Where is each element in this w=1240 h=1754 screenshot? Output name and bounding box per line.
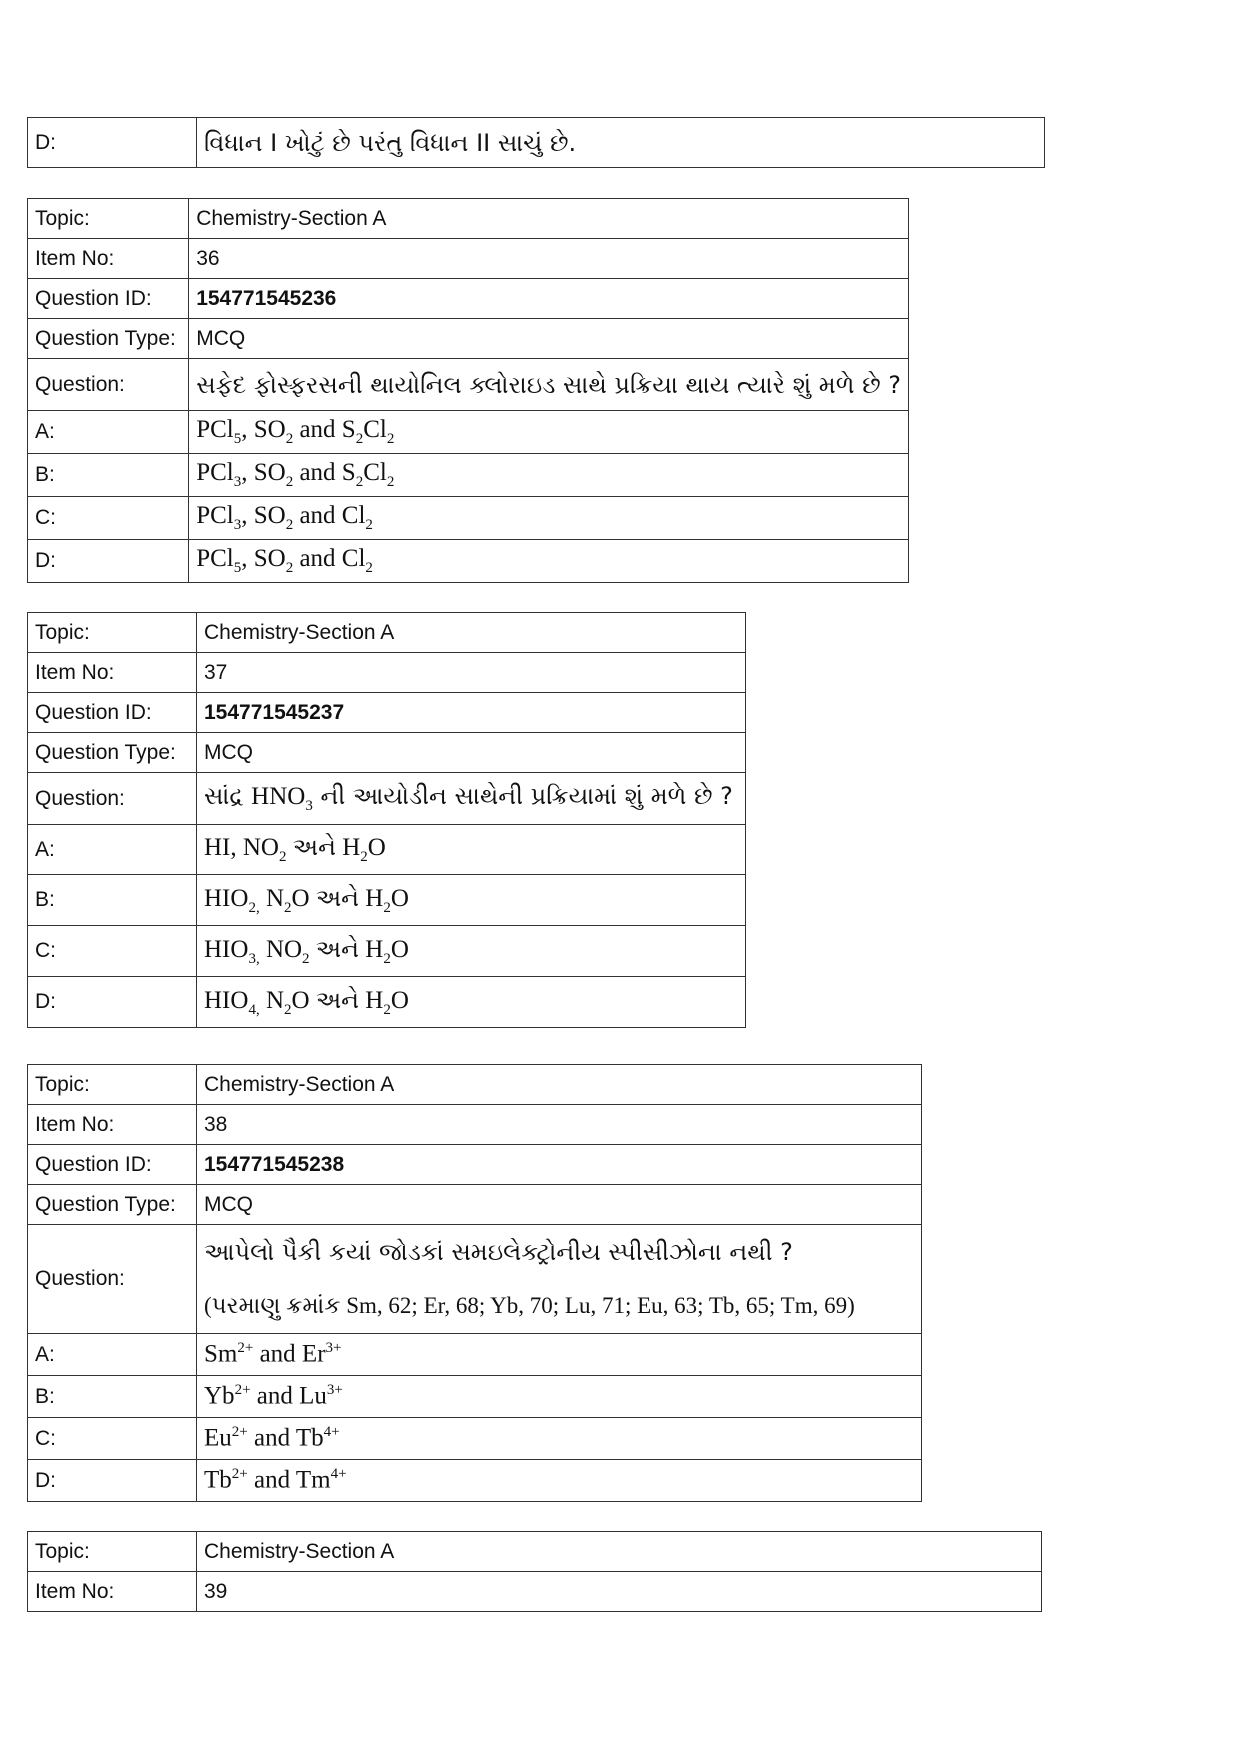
- question-label: Question:: [28, 359, 189, 411]
- question-type-row: [28, 319, 909, 359]
- item-no-value: 39: [197, 1572, 1042, 1612]
- item-no-label: Item No:: [28, 1105, 197, 1145]
- option-b-row: [28, 1376, 922, 1418]
- question-suffix: ની આયોડીન સાથેની પ્રક્રિયામાં શું મળે છે ?: [312, 782, 733, 810]
- question-type-value: MCQ: [197, 733, 746, 773]
- item-no-value: 37: [197, 653, 746, 693]
- question-id-label: Question ID:: [28, 693, 197, 733]
- item-no-row: [28, 1105, 922, 1145]
- topic-value: Chemistry-Section A: [197, 1065, 922, 1105]
- option-d-text: વિધાન I ખોટું છે પરંતુ વિધાન II સાચું છે.: [197, 118, 1045, 168]
- item-no-row: [28, 239, 909, 279]
- question-table-36: [27, 198, 909, 583]
- option-b-text: $Yb^{2+}$ and $Lu^{3+}$: [197, 1376, 922, 1418]
- question-type-label: Question Type:: [28, 319, 189, 359]
- question-text: સફેદ ફોસ્ફરસની થાયોનિલ ક્લોરાઇડ સાથે પ્રક્રિયા થાય ત્યારે શું મળે છે ?: [189, 359, 909, 411]
- question-text: [197, 1225, 922, 1334]
- option-d-text: $Tb^{2+}$ and $Tm^{4+}$: [197, 1460, 922, 1502]
- option-a-text: $Sm^{2+}$ and $Er^{3+}$: [197, 1334, 922, 1376]
- item-no-row: [28, 1572, 1042, 1612]
- option-c-label: C:: [28, 497, 189, 540]
- option-c-row: [28, 1418, 922, 1460]
- question-type-value: MCQ: [197, 1185, 922, 1225]
- question-id-value: 154771545236: [189, 279, 909, 319]
- question-type-label: Question Type:: [28, 733, 197, 773]
- question-id-row: [28, 279, 909, 319]
- question-type-label: Question Type:: [28, 1185, 197, 1225]
- option-c-row: [28, 497, 909, 540]
- option-a-row: [28, 825, 746, 875]
- partial-question-table: [27, 117, 1045, 168]
- question-label: Question:: [28, 1225, 197, 1334]
- option-d-text: $HIO_{4,}$ $N_2O$ અને $H_2O$: [197, 977, 746, 1028]
- option-b-row: [28, 454, 909, 497]
- option-d-label: D:: [28, 1460, 197, 1502]
- item-no-label: Item No:: [28, 1572, 197, 1612]
- option-a-row: [28, 411, 909, 454]
- option-a-row: [28, 1334, 922, 1376]
- option-a-label: A:: [28, 825, 197, 875]
- question-prefix: સાંદ્ર: [204, 782, 252, 810]
- question-text: [197, 773, 746, 825]
- question-row: [28, 1225, 922, 1334]
- item-no-value: 38: [197, 1105, 922, 1145]
- option-b-text: $HIO_{2,}$ $N_2O$ અને $H_2O$: [197, 875, 746, 926]
- option-a-text: HI, $NO_2$ અને $H_2O$: [197, 825, 746, 875]
- question-id-value: 154771545238: [197, 1145, 922, 1185]
- question-id-row: [28, 693, 746, 733]
- option-c-text: $HIO_{3,}$ $NO_2$ અને $H_2O$: [197, 926, 746, 977]
- question-table-38: [27, 1064, 922, 1502]
- question-type-row: [28, 1185, 922, 1225]
- option-d-label: D:: [28, 118, 197, 168]
- option-c-text: $Eu^{2+}$ and $Tb^{4+}$: [197, 1418, 922, 1460]
- question-type-value: MCQ: [189, 319, 909, 359]
- question-id-value: 154771545237: [197, 693, 746, 733]
- option-c-text: PCl$_3$, $SO_2$ and $Cl_2$: [189, 497, 909, 540]
- option-a-label: A:: [28, 411, 189, 454]
- item-no-value: 36: [189, 239, 909, 279]
- option-a-label: A:: [28, 1334, 197, 1376]
- item-no-label: Item No:: [28, 239, 189, 279]
- option-b-text: PCl$_3$, $SO_2$ and $S_2Cl_2$: [189, 454, 909, 497]
- option-b-row: [28, 875, 746, 926]
- topic-row: [28, 1532, 1042, 1572]
- topic-value: Chemistry-Section A: [197, 613, 746, 653]
- option-c-row: [28, 926, 746, 977]
- question-id-label: Question ID:: [28, 279, 189, 319]
- topic-label: Topic:: [28, 613, 197, 653]
- topic-label: Topic:: [28, 199, 189, 239]
- question-line-1: આપેલો પૈકી કયાં જોડકાં સમઇલેક્ટ્રોનીય સ્પીસીઝોના નથી ?: [204, 1238, 793, 1266]
- option-d-label: D:: [28, 540, 189, 583]
- question-id-label: Question ID:: [28, 1145, 197, 1185]
- topic-value: Chemistry-Section A: [197, 1532, 1042, 1572]
- option-b-label: B:: [28, 875, 197, 926]
- option-c-label: C:: [28, 926, 197, 977]
- hno3-formula: $HNO_3$: [251, 783, 313, 814]
- option-d-text: PCl$_5$, $SO_2$ and $Cl_2$: [189, 540, 909, 583]
- question-row: [28, 359, 909, 411]
- topic-label: Topic:: [28, 1532, 197, 1572]
- question-id-row: [28, 1145, 922, 1185]
- topic-row: [28, 199, 909, 239]
- topic-value: Chemistry-Section A: [189, 199, 909, 239]
- question-table-37: [27, 612, 746, 1028]
- option-d-row: [28, 1460, 922, 1502]
- question-table-39: [27, 1531, 1042, 1612]
- option-d-label: D:: [28, 977, 197, 1028]
- item-no-row: [28, 653, 746, 693]
- option-d-row: [28, 118, 1045, 168]
- option-a-text: PCl$_5$, $SO_2$ and $S_2Cl_2$: [189, 411, 909, 454]
- topic-label: Topic:: [28, 1065, 197, 1105]
- question-line-2: (પરમાણુ ક્રમાંક Sm, 62; Er, 68; Yb, 70; Lu, 71; Eu, 63; Tb, 65; Tm, 69): [204, 1293, 855, 1318]
- option-d-row: [28, 977, 746, 1028]
- item-no-label: Item No:: [28, 653, 197, 693]
- option-b-label: B:: [28, 454, 189, 497]
- option-d-row: [28, 540, 909, 583]
- question-label: Question:: [28, 773, 197, 825]
- topic-row: [28, 1065, 922, 1105]
- option-c-label: C:: [28, 1418, 197, 1460]
- topic-row: [28, 613, 746, 653]
- question-row: [28, 773, 746, 825]
- question-type-row: [28, 733, 746, 773]
- option-b-label: B:: [28, 1376, 197, 1418]
